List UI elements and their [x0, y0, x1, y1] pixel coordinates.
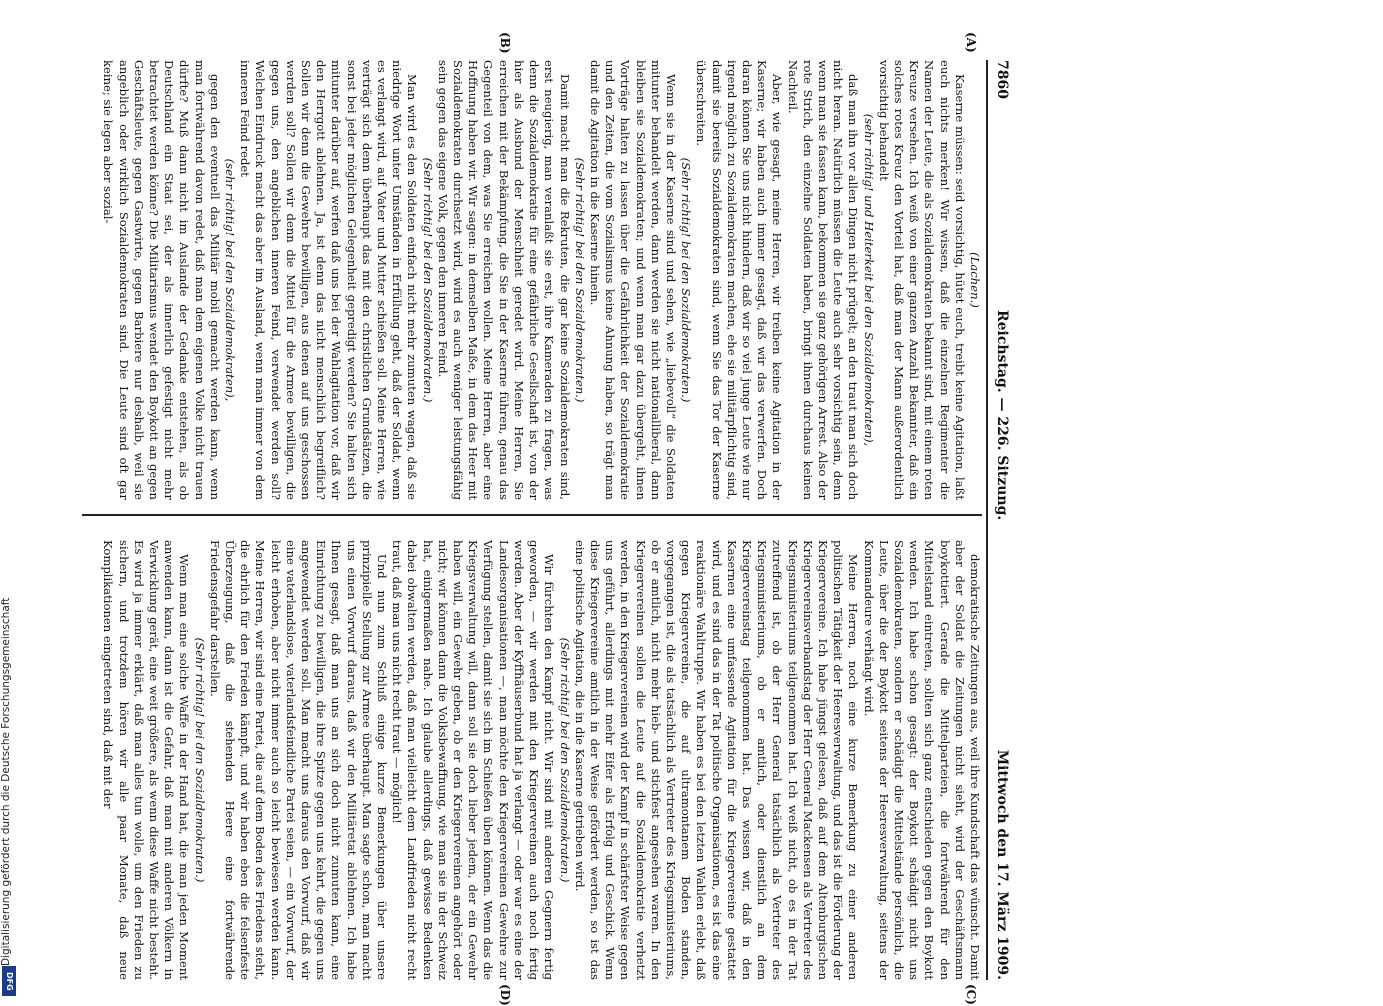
paragraph: demokratische Zeitungen aus, weil ihre Kundschaft das wünscht. Damit aber der Soldat die Zeitungen nicht sieht, wird der Geschäftsmann boykottiert. Gerade die Mittelparteien, die fortwährend für den Mittelstand eintreten, sollten sich ganz entschieden gegen den Boykott wenden. Ich habe schon gesagt: der Boykott schädigt nicht uns Sozialdemokraten, sondern er schädigt die Mittelstände persönlich, die Leute, über die der Boykott seitens der Heeresverwaltung, seitens der Kommandeure verhängt wird. — [861, 540, 982, 980]
text-column-right — [72, 540, 982, 980]
paragraph: gegen den eventuell das Militär mobil gemacht werden kann, wenn man fortwährend davon redet, daß man dem eigenen Volke nicht trauen dürfte? Muß dann nicht im Auslande der Gedanke entstehen, als ob Deutschland ein Staat sei, der als innerlich gefestigt nicht mehr betrachtet werden könne? Die Militarismus wendet den Boykott an gegen Geschäftsleute, gegen Gastwirte, gegen Barbiere nur deshalb, weil sie angeblich oder wirklich Sozialdemokraten sind. Die Leute sind oft gar keine; sie legen aber sozial- — [101, 60, 222, 500]
paragraph: Wenn sie in der Kaserne sind und sehen, wie „liebevoll“ die Soldaten mitunter behandelt werden, dann werden sie nicht nationalliberal, dann bleiben sie Sozialdemokraten; und wenn man gar dazu übergeht, ihnen Vorträge halten zu lassen über die Gefährlichkeit der Sozialdemokratie und den Zeiten, die vom Sozialismus keine Ahnung haben, so trägt man damit die Agitation in die Kaserne hinein. — [587, 60, 678, 500]
paragraph: (Sehr richtig! bei den Sozialdemokraten.) — [679, 157, 694, 403]
page-title: Reichstag. — 226. Sitzung. — [994, 310, 1010, 521]
column-divider — [82, 514, 982, 516]
paragraph: Wir fürchten den Kampf nicht. Wir sind mit anderen Gegnern fertig geworden, — wir werden mit den Kriegervereinen auch noch fertig werden. Aber der Kyffhäuserbund hat ja verlangt — oder war es eine der Landesorganisationen —, man möchte den Kriegervereinen Gewehre zur Verfügung stellen, damit sie sich im Schießen üben können. Wenn das die Kriegsverwaltung will, dann soll sie doch lieber jedem, der ein Gewehr haben will, ein Gewehr geben, ob er den Kriegervereinen angehört oder nicht; wir können dann die Volksbewaffnung, wie man sie in der Schweiz hat, einigermaßen nahe. Ich glaube allerdings, daß gewisse Bedenken dabei obwalten werden, daß man vielleicht dem Landfrieden nicht recht traut, daß man uns nicht recht traut — möglich! — [390, 540, 557, 980]
paragraph: (Sehr richtig! bei den Sozialdemokraten.) — [557, 637, 572, 883]
text-column-left — [72, 60, 982, 500]
paragraph: Wenn man eine solche Waffe in der Hand hat, die man jeden Moment anwenden kann, dann ist die Gefahr, daß man mit anderen Völkern in Verwicklung gerät, eine weit größere, als wenn diese Waffe nicht besteht. Es wird ja immer erklärt, daß man alles tun wolle, um den Frieden zu sichern, und trotzdem hören wir alle paar Monate, daß neue Komplikationen eingetreten sind, daß mit der — [101, 540, 192, 980]
paragraph: (Sehr richtig! bei den Sozialdemokraten.) — [572, 157, 587, 403]
margin-marker-a: (A) — [964, 32, 978, 53]
margin-marker-b: (B) — [498, 32, 512, 54]
margin-marker-c: (C) — [964, 984, 978, 1005]
dfg-logo: DFG — [2, 966, 16, 996]
margin-marker-d: (D) — [498, 984, 512, 1006]
paragraph: (Sehr richtig! bei den Sozialdemokraten.) — [192, 637, 207, 883]
page-header — [986, 60, 1012, 980]
paragraph: Man wird es den Soldaten einfach nicht mehr zumuten wagen, daß sie niedrige Wort unter Umständen in Erfüllung geht, daß der Soldat, wenn es verlangt wird, auf Vater und Mutter schießen soll. Meine Herren, wie verträgt sich denn überhaupt das mit den christlichen Grundsätzen, die sonst bei jeder möglichen Gelegenheit gepredigt werden? Sie halten sich mitunter darüber auf, werfen daß uns bei der Wahlagitation vor, daß wir den Herrgott ablehnen. Ja, ist denn das nicht menschlich begreiflich? Sollen wir denn die Gewehre bewilligen, aus denen auf uns geschossen werden soll? Sollen wir denn die Mittel für die Armee bewilligen, die gegen uns, den angeblichen inneren Feind, verwendet werden soll? Welchen Eindruck macht das aber im Ausland, wenn man immer von dem inneren Feind redet — [238, 60, 420, 500]
paragraph: Kaserne müssen: seid vorsichtig, hütet euch, treibt keine Agitation, laßt euch nichts merken! Wir wissen, daß die einzelnen Regimenter die Namen der Leute, die als Sozialdemokraten bekannt sind, mit einem roten Kreuze versehen. Ich weiß von einer ganzen Anzahl Bekannter, daß ein solches rotes Kreuz den Vorteil hat, daß man der Mann außerordentlich vorsichtig behandelt — [876, 60, 967, 500]
paragraph: (sehr richtig! und Heiterkeit bei den Sozialdemokraten), — [861, 113, 876, 447]
paragraph: (Sehr richtig! bei den Sozialdemokraten.) — [420, 157, 435, 403]
paragraph: Und nun zum Schluß einige kurze Bemerkungen über unsere prinzipielle Stellung zur Armee überhaupt. Man sagte schon, man macht uns einen Vorwurf daraus, daß wir den Militäretat ablehnen. Ich habe Ihnen gesagt, daß man uns an sich doch nicht zumuten kann, eine Einrichtung zu bewilligen, die ihre Spitze gegen uns kehrt, die gegen uns angewendet werden soll. Man macht uns daraus den Vorwurf, daß wir eine vaterlandslose, vaterlandsfeindliche Partei seien, — ein Vorwurf, der leicht erhoben, aber nicht immer auch so leicht bewiesen werden kann. Meine Herren, wir sind eine Partei, die auf dem Boden des Friedens steht, die ehrlich für den Frieden kämpft, und wir haben eben die felsenfeste Überzeugung, daß die stehenden Heere eine fortwährende Friedensgefahr darstellen. — [207, 540, 390, 980]
page-number: 7860 — [994, 60, 1010, 99]
paragraph: Damit macht man die Rekruten, die gar keine Sozialdemokraten sind, erst neugierig, man veranlaßt sie erst, ihre Kameraden zu fragen, was denn die Sozialdemokratie für eine gefährliche Gesellschaft ist, von der hier als Ausbund der Menschheit geredet wird. Meine Herren, Sie erreichen mit der Bekämpfung, die Sie in der Kaserne führen, genau das Gegenteil von dem, was Sie erreichen wollen. Meine Herren, aber eine Hoffnung haben wir. Wir sagen: in demselben Maße, in dem das Heer mit Sozialdemokraten durchsetzt wird, wird es auch weniger leistungsfähig sein gegen das eigene Volk, gegen den inneren Feind. — [435, 60, 572, 500]
paragraph: (sehr richtig! bei den Sozialdemokraten), — [223, 158, 238, 402]
paragraph: (Lachen.) — [968, 252, 982, 308]
digitization-credit: Digitalisierung gefördert durch die Deutsche Forschungsgemeinschaft — [0, 597, 12, 966]
paragraph: Aber, wie gesagt, meine Herren, wir treiben keine Agitation in der Kaserne; wir haben auch immer gesagt, daß wir das verwerfen. Doch daran können Sie uns nicht hindern, daß wir so viel junge Leute wie nur irgend möglich zu Sozialdemokraten machen, ehe sie militärpflichtig sind, damit sie bereits Sozialdemokraten sind, wenn Sie das Tor der Kaserne überschreiten. — [694, 60, 785, 500]
page-date: Mittwoch den 17. März 1909. — [994, 749, 1010, 980]
header-rule — [987, 60, 989, 980]
paragraph: daß man ihn vor allen Dingen nicht prügelt; an den traut man sich doch nicht heran. Natürlich müssen die Leute auch sehr vorsichtig sein, denn wenn man sie fassen kann, bekommen sie ganz gehörigen Arrest. Also der rote Strich, den einzelne Soldaten haben, bringt ihnen durchaus keinen Nachteil. — [785, 60, 861, 500]
paragraph: Meine Herren, noch eine kurze Bemerkung zu einer anderen politischen Tätigkeit der Heeresverwaltung, und das ist die Förderung der Kriegervereine. Ich habe jüngst gelesen, daß auf dem Altenburgischen Kriegervereinsverbandstag der Herr General Mackensen als Vertreter des Kriegsministeriums teilgenommen hat. Ich weiß nicht, ob es in der Tat zutreffend ist, ob der Herr General tatsächlich als Vertreter des Kriegsministeriums, ob er amtlich, oder dienstlich an dem Kriegervereinstag teilgenommen hat. Das wissen wir, daß in den Kasernen eine umfassende Agitation für die Kriegervereine gestattet wird, und es sind das in der Tat politische Organisationen, es ist das eine reaktionäre Wahltruppe. Wir haben es bei den letzten Wahlen erlebt, daß gegen Kriegervereine, die auf ultramontanem Boden standen, vorgegangen ist, die als tatsächlich als Vertreter des Kriegsministeriums, ob er amtlich, nicht mehr hieb- und stichfest angesehen waren. In den Kriegervereinen sollen die Leute auf die Sozialdemokratie verhetzt werden, in den Kriegervereinen wird der Kampf in schärfster Weise gegen uns geführt, allerdings mit mehr Eifer als Erfolg und Geschick. Wenn diese Kriegervereine amtlich in der Weise gefördert werden, so ist das eine politische Agitation, die in die Kaserne getrieben wird. — [572, 540, 861, 980]
rotated-page — [52, 32, 1012, 1006]
